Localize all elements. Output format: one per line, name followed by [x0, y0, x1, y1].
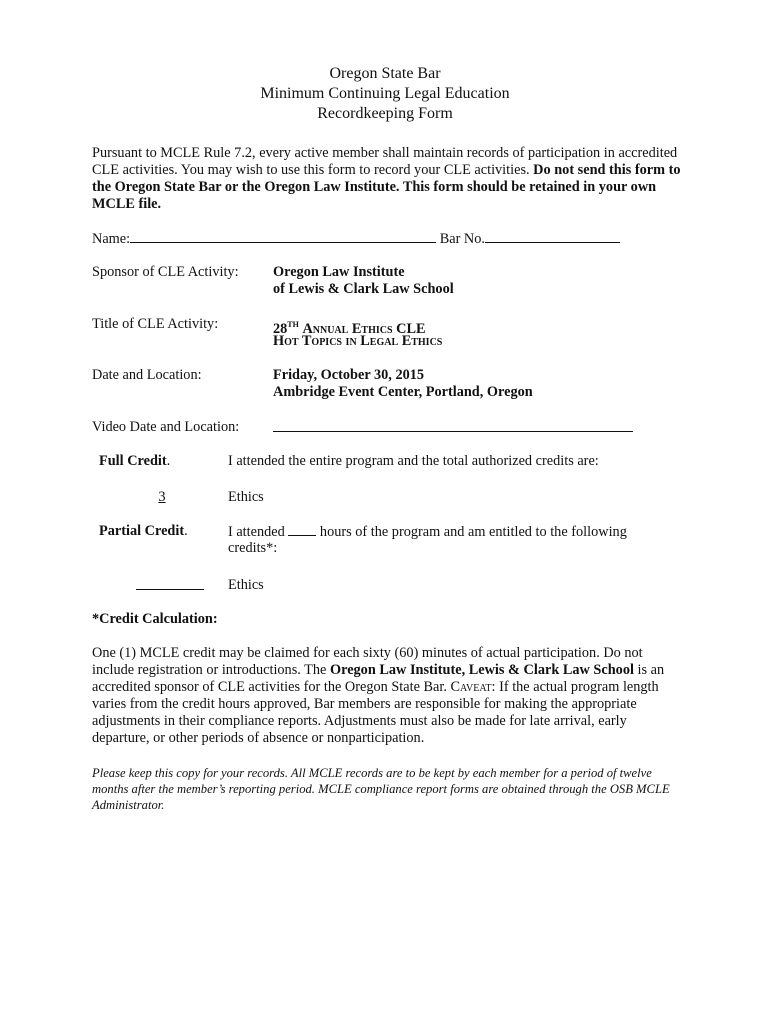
- full-credit-title: Full Credit: [99, 453, 167, 469]
- intro-bold-text: Do not send this form to the Oregon State Bar or the Oregon Law Institute. This form should be retained in your own MCLE file.: [92, 162, 681, 212]
- credit-calc-text-a: One (1) MCLE credit may be claimed for each sixty (60) minutes of actual participation. Do not include registration or introductions. The: [92, 645, 643, 678]
- partial-credit-title: Partial Credit: [99, 523, 185, 539]
- activity-title-rest: Annual Ethics CLE: [302, 320, 426, 337]
- date-label: Date and Location:: [92, 367, 202, 383]
- video-label: Video Date and Location:: [92, 419, 240, 435]
- partial-credit-value-field[interactable]: [136, 577, 204, 590]
- name-row: [92, 230, 620, 248]
- partial-text-b: hours of the program and am entitled to the following: [319, 524, 627, 540]
- credit-calc-text-b: is an accredited sponsor of CLE activities for the Oregon State Bar.: [92, 662, 665, 695]
- full-credit-period: .: [166, 453, 171, 469]
- form-title: Recordkeeping Form: [317, 105, 453, 122]
- partial-hours-field[interactable]: [288, 523, 316, 536]
- video-field[interactable]: [273, 419, 633, 432]
- video-row: [273, 419, 633, 437]
- partial-credit-text: [228, 523, 627, 541]
- name-field[interactable]: [130, 230, 436, 243]
- footer-note: Please keep this copy for your records. All MCLE records are to be kept by each member for a period of twelve months after the member’s reporting period. MCLE compliance report forms are obtained through the OSB MCLE Administrator.: [92, 766, 670, 812]
- date-line-1: Friday, October 30, 2015: [273, 367, 425, 383]
- partial-credit-label: [99, 523, 188, 540]
- sponsor-line-1: Oregon Law Institute: [273, 264, 405, 280]
- partial-credit-value-row: [136, 577, 204, 595]
- barno-field[interactable]: [485, 230, 620, 243]
- intro-paragraph: [92, 145, 684, 213]
- org-title: Oregon State Bar: [329, 65, 441, 82]
- name-label: Name:: [92, 231, 131, 247]
- sponsor-label: Sponsor of CLE Activity:: [92, 264, 239, 280]
- partial-text-a: I attended: [228, 524, 285, 540]
- partial-text-c: credits*:: [228, 540, 278, 556]
- activity-title-label: Title of CLE Activity:: [92, 316, 219, 332]
- activity-title-number: 28: [273, 320, 288, 337]
- credit-calc-caveat: Caveat: [450, 679, 492, 695]
- full-credit-type: Ethics: [228, 489, 264, 505]
- credit-calc-heading: *Credit Calculation:: [92, 611, 218, 627]
- full-credit-value: 3: [158, 489, 166, 505]
- partial-credit-type: Ethics: [228, 577, 264, 593]
- partial-credit-period: .: [184, 523, 188, 539]
- barno-label: Bar No.: [439, 231, 485, 247]
- program-title: Minimum Continuing Legal Education: [260, 85, 510, 102]
- full-credit-text: I attended the entire program and the total authorized credits are:: [228, 453, 599, 469]
- full-credit-value-field[interactable]: [136, 489, 188, 506]
- full-credit-label: [99, 453, 170, 470]
- activity-title-ordinal: TH: [287, 320, 299, 329]
- credit-calc-paragraph: [92, 645, 684, 747]
- intro-text: Pursuant to MCLE Rule 7.2, every active member shall maintain records of participation in accredited CLE activities. You may wish to use this form to record your CLE activities.: [92, 145, 678, 178]
- credit-calc-sponsor: Oregon Law Institute, Lewis & Clark Law School: [329, 662, 634, 678]
- activity-title-line-2: Hot Topics in Legal Ethics: [273, 333, 443, 349]
- sponsor-line-2: of Lewis & Clark Law School: [273, 281, 454, 297]
- credit-calc-text-c: : If the actual program length varies from the credit hours approved, Bar members are responsible for making the appropriate adjustments in their compliance reports. Adjustments must also be made for late arrival, early departure, or other periods of absence or nonparticipation.: [92, 679, 659, 746]
- date-line-2: Ambridge Event Center, Portland, Oregon: [273, 384, 533, 400]
